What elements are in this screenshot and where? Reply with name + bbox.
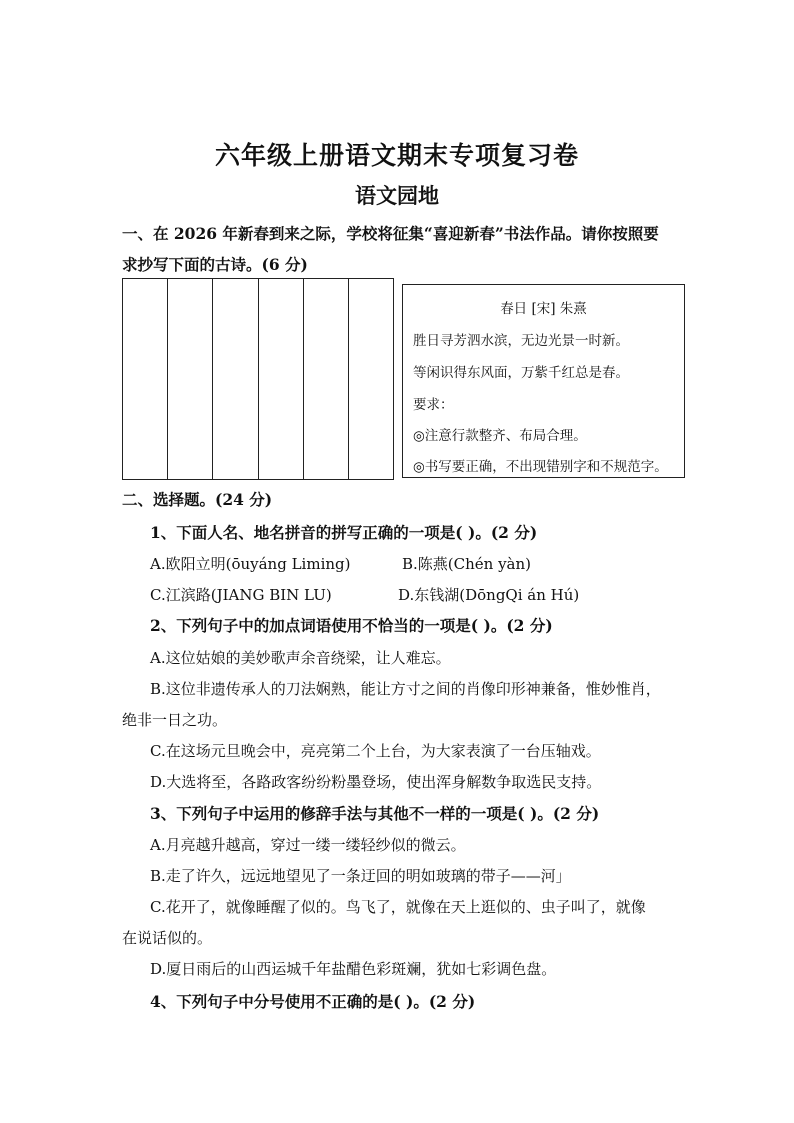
writing-column[interactable] <box>168 279 213 479</box>
q3-option-a[interactable]: A.月亮越升越高，穿过一缕一缕轻纱似的微云。 <box>150 836 466 854</box>
question-1-stem: 1、下面人名、地名拼音的拼写正确的一项是( )。(2 分) <box>150 523 538 542</box>
q1-option-c[interactable]: C.江滨路(JIANG BIN LU) <box>150 586 332 604</box>
q3-option-b[interactable]: B.走了许久，远远地望见了一条迂回的明如玻璃的带子——河」 <box>150 867 571 885</box>
writing-column[interactable] <box>259 279 304 479</box>
requirement-1: ◎注意行款整齐、布局合理。 <box>413 428 587 444</box>
writing-grid[interactable] <box>122 278 394 480</box>
q2-option-a[interactable]: A.这位姑娘的美妙歌声余音绕梁，让人难忘。 <box>150 649 451 667</box>
q3-option-c-line1[interactable]: C.花开了，就像睡醒了似的。鸟飞了，就像在天上逛似的、虫子叫了，就像 <box>150 898 646 916</box>
question-2-stem: 2、下列句子中的加点词语使用不恰当的一项是( )。(2 分) <box>150 616 553 635</box>
poem-box <box>402 284 685 478</box>
q3-option-d[interactable]: D.厦日雨后的山西运城千年盐醋色彩斑斓，犹如七彩调色盘。 <box>150 960 557 978</box>
writing-column[interactable] <box>349 279 393 479</box>
writing-column[interactable] <box>304 279 349 479</box>
requirement-2: ◎书写要正确，不出现错别字和不规范字。 <box>413 459 668 475</box>
q2-option-d[interactable]: D.大选将至，各路政客纷纷粉墨登场，使出浑身解数争取选民支持。 <box>150 773 602 791</box>
section1-instruction-line2: 求抄写下面的古诗。(6 分) <box>122 255 308 274</box>
q1-option-d[interactable]: D.东钱湖(DōngQi án Hú) <box>398 586 580 604</box>
poem-line-2: 等闲识得东风面，万紫千红总是春。 <box>413 365 629 381</box>
writing-column[interactable] <box>213 279 258 479</box>
section1-instruction-line1: 一、在 2026 年新春到来之际，学校将征集“喜迎新春”书法作品。请你按照要 <box>122 224 659 243</box>
page-title: 六年级上册语文期末专项复习卷 <box>214 141 579 170</box>
requirements-label: 要求： <box>413 397 454 413</box>
q2-option-b-line2: 绝非一日之功。 <box>122 711 228 729</box>
poem-line-1: 胜日寻芳泗水滨，无边光景一时新。 <box>413 333 629 349</box>
q3-option-c-line2: 在说话似的。 <box>122 929 213 947</box>
q1-option-b[interactable]: B.陈燕(Chén yàn) <box>402 555 532 573</box>
writing-column[interactable] <box>123 279 168 479</box>
poem-title: 春日 [宋] 朱熹 <box>500 301 587 317</box>
page-subtitle: 语文园地 <box>355 183 439 208</box>
question-3-stem: 3、下列句子中运用的修辞手法与其他不一样的一项是( )。(2 分) <box>150 804 600 823</box>
section2-heading: 二、选择题。(24 分) <box>122 490 273 509</box>
q2-option-c[interactable]: C.在这场元旦晚会中，亮亮第二个上台，为大家表演了一台压轴戏。 <box>150 742 601 760</box>
q2-option-b-line1[interactable]: B.这位非遗传承人的刀法娴熟，能让方寸之间的肖像印形神兼备，惟妙惟肖， <box>150 680 661 698</box>
q1-option-a[interactable]: A.欧阳立明(ōuyáng Liming) <box>150 555 351 573</box>
question-4-stem: 4、下列句子中分号使用不正确的是( )。(2 分) <box>150 992 476 1011</box>
